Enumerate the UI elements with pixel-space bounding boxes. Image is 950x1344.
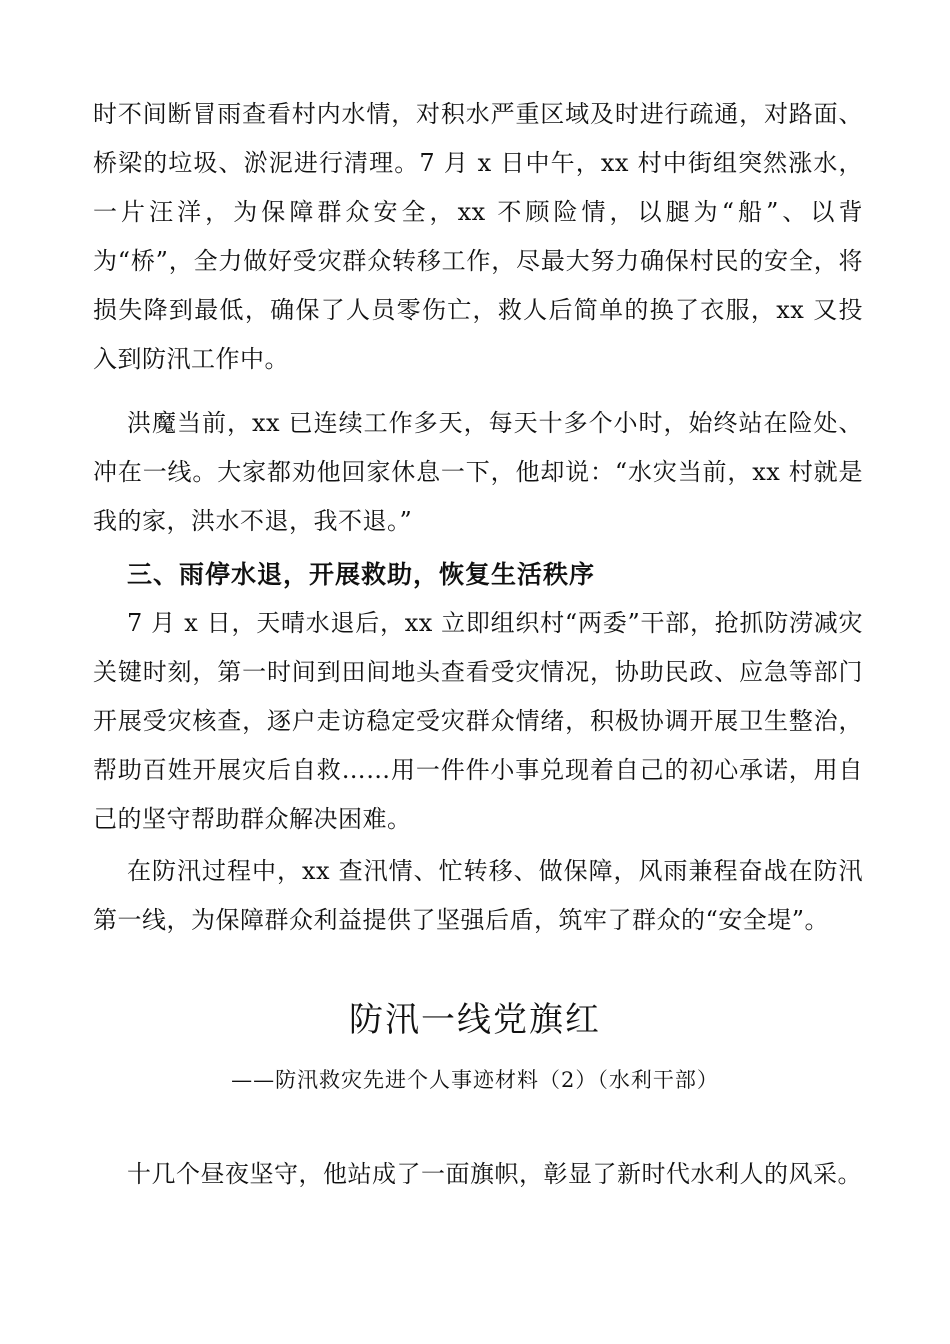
text-line: 桥梁的垃圾、淤泥进行清理。7 月 x 日中午，xx 村中街组突然涨水，一 xyxy=(93,149,863,226)
paragraph xyxy=(93,599,863,844)
text-line: 在防汛过程中，xx 查汛情、忙转移、做保障，风雨兼程奋战在防汛第 xyxy=(93,857,863,934)
paragraph-opening xyxy=(93,1150,863,1199)
paragraph-summary xyxy=(93,847,863,945)
text-line: 全力做好受灾群众转移工作，尽最大努力确保村民的安全，将损失降 xyxy=(93,247,864,324)
article-subtitle: ——防汛救灾先进个人事迹材料（2）（水利干部） xyxy=(231,1068,719,1092)
text-line: 自己的坚守帮助群众解决困难。 xyxy=(93,756,863,833)
text-line: 工作中。 xyxy=(191,345,289,373)
paragraph-continuation xyxy=(93,90,863,384)
paragraph: 十几个昼夜坚守，他站成了一面旗帜，彰显了新时代水利人的风采。 xyxy=(127,1160,862,1188)
text-line: 在一线。大家都劝他回家休息一下，他却说：“水灾当前，xx 村就是我 xyxy=(93,458,864,535)
section-heading-block xyxy=(93,550,863,599)
text-line: 帮助百姓开展灾后自救……用一件件小事兑现着自己的初心承诺，用 xyxy=(93,756,839,784)
paragraph xyxy=(93,399,863,546)
text-line: 关键时刻，第一时间到田间地头查看受灾情况，协助民政、应急等部门 xyxy=(93,658,863,686)
section-heading: 三、雨停水退，开展救助，恢复生活秩序 xyxy=(127,560,596,589)
text-line: 洪魔当前，xx 已连续工作多天，每天十多个小时，始终站在险处、冲 xyxy=(93,409,863,486)
text-line: 到最低，确保了人员零伤亡，救人后简单的换了衣服，xx 又投入到防汛 xyxy=(93,296,864,373)
text-line: 的家，洪水不退，我不退。” xyxy=(117,507,413,535)
paragraph-flood-duty xyxy=(93,399,863,546)
text-line: 7 月 x 日，天晴水退后，xx 立即组织村“两委”干部，抢抓防涝减灾 xyxy=(127,609,863,637)
paragraph xyxy=(93,847,863,945)
paragraph-recovery xyxy=(93,599,863,844)
text-line: 时不间断冒雨查看村内水情，对积水严重区域及时进行疏通，对路面、 xyxy=(93,100,863,128)
text-line: 一线，为保障群众利益提供了坚强后盾，筑牢了群众的“安全堤”。 xyxy=(117,906,830,934)
paragraph xyxy=(93,90,863,384)
text-line: 开展受灾核查，逐户走访稳定受灾群众情绪，积极协调开展卫生整治， xyxy=(93,707,863,735)
article-title: 防汛一线党旗红 xyxy=(349,1000,601,1040)
text-line: 片汪洋，为保障群众安全，xx 不顾险情，以腿为“船”、以背为“桥”， xyxy=(93,198,863,275)
